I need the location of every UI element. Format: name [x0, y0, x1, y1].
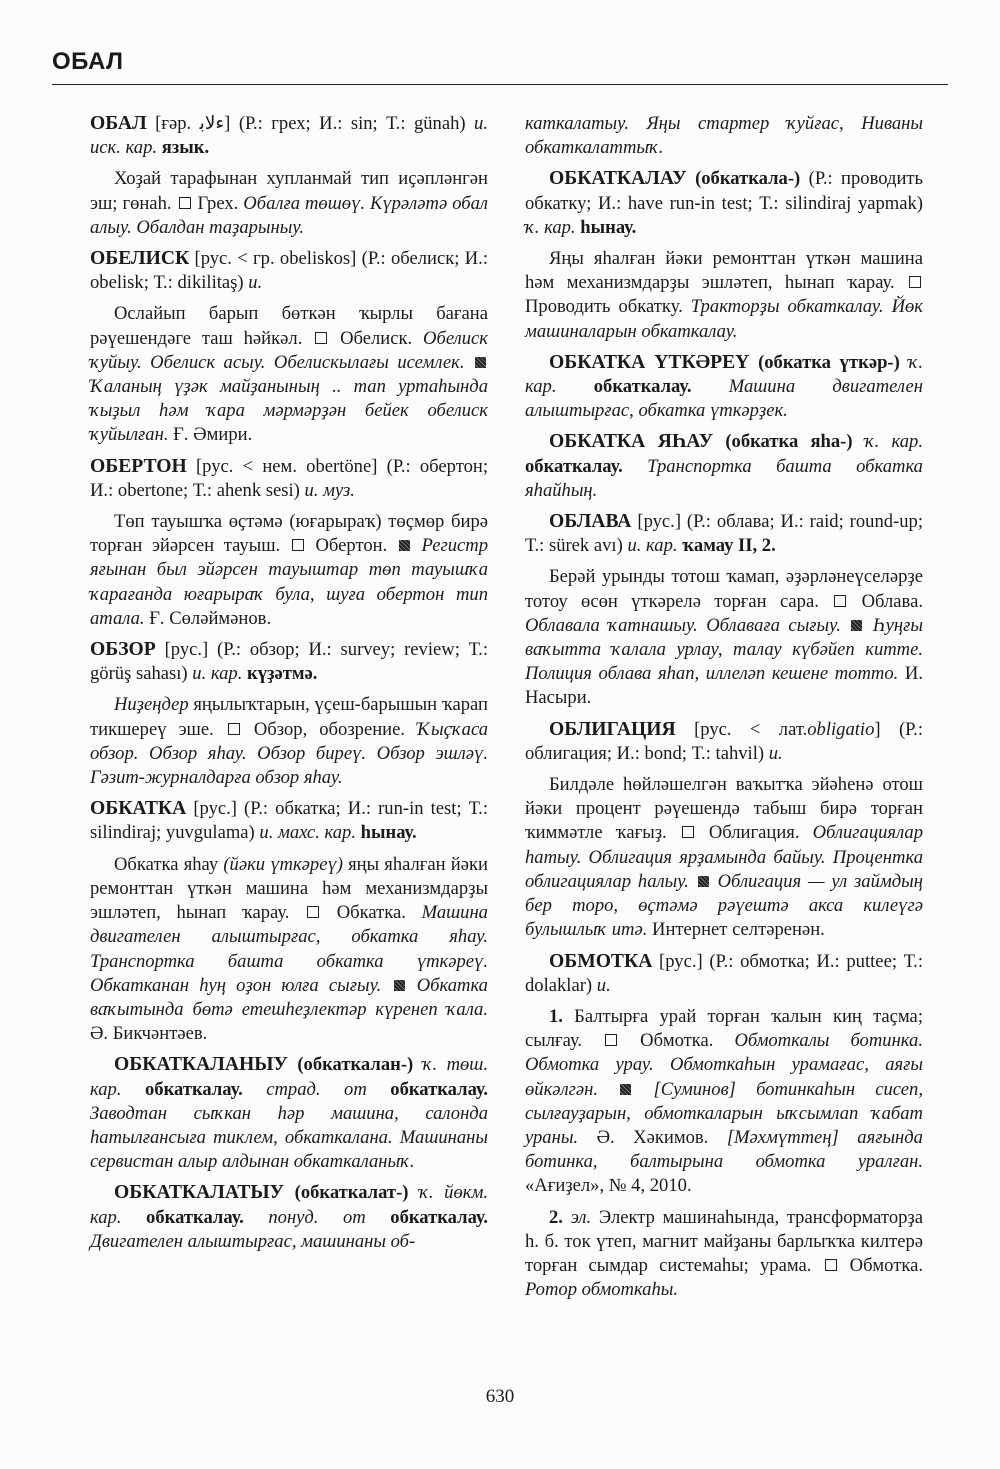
- translation-marker-icon: [179, 197, 191, 209]
- entry-text: Ғ. Әмири.: [173, 424, 253, 446]
- right-column: [525, 112, 923, 1309]
- entry-text: ҡ. йөкм. кар.: [90, 1182, 488, 1228]
- translation-marker-icon: [834, 595, 846, 607]
- entry-text: обкаткалау.: [525, 455, 623, 477]
- translation-marker-icon: [825, 1259, 837, 1271]
- entry-text: Заводтан сыҡкан һәр машина, салонда һатылғансыға тиклем, обкаткалана. Машинаны сервистан алыр алдынан обкаткаланыҡ.: [90, 1102, 488, 1173]
- entry-text: (обкаткала-): [695, 168, 801, 190]
- entry-text: обкаткалау.: [146, 1206, 244, 1228]
- entry-obelisk: [90, 247, 488, 295]
- entry-text: Грех.: [197, 192, 239, 214]
- entry-text: «Ағиҙел», № 4, 2010.: [525, 1175, 692, 1197]
- entry-text: [Суминов] ботинкаһын сисеп, сылғауҙарын, обмоткаларын ыҡсымлап ҡабат ураны.: [525, 1078, 924, 1148]
- entry-oberton: [90, 455, 488, 503]
- entry-text: яңылыҡтарын, үҫеш-барышын ҡарап тикшереү эше.: [90, 694, 488, 740]
- sense-obmotka-1: [525, 1005, 923, 1199]
- entry-text: Обзор, обозрение.: [253, 718, 406, 740]
- entry-text: 1.: [549, 1005, 563, 1027]
- headword: ОБКАТКАЛАНЫУ: [114, 1054, 288, 1076]
- entry-text: ҡ. кар.: [864, 431, 923, 453]
- headword: ОБЛАВА: [549, 511, 632, 533]
- entry-text: һынау.: [360, 822, 417, 844]
- sense-obelisk: [90, 302, 488, 447]
- entry-text: страд. от: [266, 1078, 367, 1100]
- entry-text: Обмотка.: [640, 1030, 714, 1052]
- entry-text: [Мәхмүттең] аяғында ботинка, балтырына обмотка уралған.: [525, 1126, 923, 1173]
- translation-marker-icon: [292, 539, 304, 551]
- entry-text: понуд. от: [268, 1206, 366, 1228]
- entry-text: обкаткалау.: [593, 376, 692, 398]
- entry-text: Һуңғы ваҡытта ҡалала урлау, талау күбәйеп китте. Полиция облава яһап, иллеләп кешене тотто.: [525, 614, 923, 685]
- entry-text: Обертон.: [315, 535, 388, 557]
- quotation-marker-icon: [475, 357, 486, 368]
- entry-text: Обкатка.: [336, 902, 406, 924]
- entry-text: Обелиск ҡуйыу. Обелиск асыу. Обелискылағы исемлек.: [90, 327, 488, 373]
- sense-oblava: [525, 565, 923, 710]
- page-number: 630: [485, 1386, 515, 1407]
- translation-marker-icon: [307, 906, 319, 918]
- entry-obal: ОБАЛ [ғәр. ﺀﻻﺑ] (Р.: грех; И.: sin; Т.: günah) и. иск. кар. язык.: [90, 113, 488, 159]
- entry-text: и.: [596, 974, 611, 996]
- entry-text: ҡ. кар.: [525, 216, 576, 238]
- entry-text: (йәки үткәреү): [223, 853, 343, 875]
- sense-obkatkalau: [525, 247, 923, 344]
- entry-text: [рус. < гр. obeliskos] (Р.: обелиск; И.: obelisk; Т.: dikilitaş): [90, 248, 488, 294]
- entry-text: обкаткалау.: [390, 1078, 488, 1100]
- entry-obkatkalanyu: [90, 1053, 488, 1174]
- entry-text: Хоҙай тарафынан хупланмай тип иҫәпләнгән эш; гөнаһ.: [90, 168, 488, 214]
- entry-text: [рус.] (Р.: обзор; И.: survey; review; Т.: görüş sahası): [90, 639, 488, 685]
- entry-text: и.: [768, 742, 783, 764]
- entry-text: Балтырға урай торған ҡалын киң таҫма; сылғау.: [525, 1005, 923, 1052]
- sense-obzor: [90, 693, 488, 790]
- entry-text: Облигация.: [708, 822, 800, 844]
- entry-text: обкаткалау.: [390, 1206, 488, 1228]
- entry-text: и. муз.: [304, 479, 355, 501]
- entry-text: ҡ. төш. кар.: [90, 1054, 488, 1100]
- entry-text: Обмоткалы ботинка. Обмотка урау. Обмоткаһын урамағас, аяғы өйкәлгән.: [525, 1030, 923, 1100]
- entry-obkatka-yahau: [525, 430, 923, 503]
- headword: ОБЕРТОН: [90, 455, 187, 477]
- sense-oberton: [90, 510, 488, 631]
- left-column: [90, 112, 488, 1261]
- entry-text: Ротор обмоткаһы.: [525, 1279, 679, 1301]
- headword: ОБКАТКАЛАТЫУ: [114, 1182, 284, 1204]
- entry-text: Ҡаланың үҙәк майҙанының .. тап уртаһында ҡыҙыл һәм ҡара мәрмәрҙән бейек обелиск ҡуйылған.: [90, 376, 488, 446]
- entry-obkatka-utkareu: [525, 351, 923, 424]
- entry-text: Интернет селтәренән.: [652, 919, 825, 941]
- entry-text: Транспортка башта обкатка яһайһың.: [525, 455, 923, 501]
- entry-text: [рус.] (Р.: облава; И.: raid; round-up; Т.: sürek avı): [525, 511, 923, 557]
- entry-text: [рус.] (Р.: обкатка; И.: run-in test; Т.: silindiraj; yuvgulama): [90, 798, 488, 844]
- entry-text: һынау.: [580, 216, 637, 238]
- entry-text: Ҡыҫҡаса обзор. Обзор яһау. Обзор биреү. Обзор эшләү. Гәзит-журналдарға обзор яһау.: [90, 718, 489, 789]
- entry-text: Регистр яғынан был эйәрсен тауыштар төп тауышҡа ҡарағанда юғарыраҡ була, шуға обертон тип атала.: [90, 535, 489, 629]
- entry-text: Ә. Хәкимов.: [596, 1126, 709, 1148]
- entry-text: күҙәтмә.: [247, 663, 318, 685]
- entry-text: Ослайып барып бөткән ҡырлы бағана рәүешендәге таш һәйкәл.: [90, 303, 488, 349]
- entry-text: и.: [248, 272, 263, 294]
- entry-obzor: [90, 638, 488, 686]
- quotation-marker-icon: [851, 620, 862, 631]
- headword: ОБМОТКА: [549, 950, 653, 972]
- entry-text: Обмотка.: [849, 1254, 923, 1276]
- entry-text: ҡ. кар.: [525, 351, 924, 398]
- entry-text: Облавала ҡатнашыу. Облаваға сығыу.: [525, 614, 841, 636]
- entry-obkatkalatyu: [90, 1181, 488, 1254]
- entry-text: и. кар.: [627, 535, 678, 557]
- headword: ОБКАТКАЛАУ: [549, 168, 687, 190]
- entry-text: Облигация — ул займдың бер тоpo, өҫтәмә рәүештә акса килеүгә булышлыҡ итә.: [525, 870, 923, 941]
- sense-obkatka: [90, 853, 488, 1047]
- headword: ОБКАТКА: [90, 798, 187, 820]
- entry-text: эл.: [570, 1206, 592, 1228]
- quotation-marker-icon: [394, 980, 405, 991]
- entry-text: и. махс. кар.: [259, 822, 356, 844]
- entry-text: Электр машинаһында, трансформаторҙа һ. б. ток үтеп, магнит майҙаны барлыҡҡа килтерә торған сымдар системаһы; урама.: [525, 1206, 924, 1276]
- entry-text: И. Насыри.: [525, 663, 923, 709]
- entry-text: Билдәле һөйләшелгән ваҡытҡа эйәһенә отош йәки процент рәүешендә табыш бирә торған ҡиммәтле ҡағыҙ.: [525, 774, 923, 844]
- sense-obligatsiya: [525, 773, 923, 942]
- entry-text: Ә. Бикчәнтәев.: [90, 1023, 208, 1045]
- entry-text: Яңы яһалған йәки ремонттан үткән машина һәм механизмдарҙы эшләтеп, һынап ҡарау.: [525, 248, 923, 294]
- entry-text: [рус.] (Р.: обмотка; И.: puttee; Т.: dolaklar): [525, 950, 923, 996]
- entry-obmotka: [525, 950, 923, 998]
- running-head: ОБАЛ: [52, 48, 124, 75]
- entry-text: каткалатыу. Яңы стартер ҡуйғас, Ниваны обкаткалаттыҡ.: [525, 113, 923, 159]
- entry-text: [рус. < лат.: [694, 718, 808, 740]
- quotation-marker-icon: [399, 540, 410, 551]
- entry-text: Облигациялар һатыу. Облигация ярҙамында байыу. Процентка облигациялар һалыу.: [525, 822, 923, 892]
- entry-text: [рус. < нем. obertöne] (Р.: обертон; И.: obertone; Т.: ahenk sesi): [90, 455, 488, 501]
- entry-text: Берәй урынды тотош ҡамап, әҙәрләнеүселәрҙе тотоу өсөн үткәрелә торған сара.: [525, 566, 923, 612]
- entry-obkatka: [90, 797, 488, 845]
- translation-marker-icon: [682, 826, 694, 838]
- entry-text: obligatio: [807, 718, 875, 740]
- header-rule: [52, 84, 948, 85]
- entry-text: Обкатка ваҡытында бөтә етешһеҙлектәр күренеп ҡала.: [90, 974, 488, 1020]
- entry-obkatkalau: [525, 167, 923, 240]
- entry-obligatsiya: [525, 718, 923, 766]
- headword: ОБКАТКА ЯҺАУ: [549, 431, 714, 453]
- entry-text: Обкатка яһау: [114, 853, 219, 875]
- translation-marker-icon: [605, 1034, 617, 1046]
- entry-text: (обкаткалан-): [297, 1054, 414, 1076]
- sense-obmotka-2: [525, 1206, 923, 1303]
- continuation: [525, 112, 923, 160]
- quotation-marker-icon: [620, 1084, 631, 1095]
- entry-text: Тракторҙы обкаткалау. Йөк машиналарын обкаткалау.: [525, 296, 923, 342]
- headword: ОБКАТКА ҮТКӘРЕҮ: [549, 351, 750, 373]
- entry-text: Двигателен алыштырғас, машинаны об-: [90, 1230, 416, 1252]
- entry-text: Обелиск.: [340, 327, 413, 349]
- translation-marker-icon: [315, 332, 327, 344]
- entry-text: Машина двигателен алыштырғас, обкатка үткәрҙек.: [525, 376, 923, 422]
- sense-obal: [90, 167, 488, 240]
- translation-marker-icon: [909, 276, 921, 288]
- entry-text: обкаткалау.: [144, 1078, 243, 1100]
- entry-text: (обкатка үткәр-): [758, 351, 900, 373]
- entry-text: и. кар.: [192, 663, 243, 685]
- quotation-marker-icon: [698, 876, 709, 887]
- entry-text: Обалға төшөү. Күрәләтә обал алыу. Обалдан таҙарыныу.: [90, 192, 488, 238]
- entry-text: Проводить обкатку.: [525, 296, 683, 318]
- entry-text: (обкаткалат-): [294, 1182, 409, 1204]
- headword: ОБЕЛИСК: [90, 248, 190, 270]
- entry-text: Облава.: [861, 590, 923, 612]
- headword: ОБАЛ: [90, 113, 147, 134]
- headword: ОБЛИГАЦИЯ: [549, 718, 676, 740]
- entry-text: Ниҙеңдер: [114, 694, 189, 716]
- entry-text: 2.: [549, 1206, 563, 1228]
- entry-text: ] (Р.: облигация; И.: bond; Т.: tahvil): [525, 718, 923, 764]
- entry-text: Төп тауышҡа өҫтәмә (юғарыраҡ) төҫмөр бирә торған эйәрсен тауыш.: [90, 511, 488, 557]
- entry-text: ҡамау II, 2.: [682, 535, 776, 557]
- entry-text: яңы яһалған йәки ремонттан үткән машина һәм механизмдарҙы эшләтеп, һынап ҡарау.: [90, 853, 488, 924]
- entry-oblava: [525, 510, 923, 558]
- entry-text: (обкатка яһа-): [725, 431, 853, 453]
- entry-text: Машина двигателен алыштырғас, обкатка яһау. Транспортка башта обкатка үткәреү. Обкатканан һуң оҙон юлға сығыу.: [90, 902, 488, 996]
- translation-marker-icon: [228, 723, 240, 735]
- headword: ОБЗОР: [90, 639, 156, 661]
- entry-text: Ғ. Сөләймәнов.: [149, 607, 272, 629]
- entry-text: (Р.: проводить обкатку; И.: have run-in test; Т.: silindiraj yapmak): [525, 168, 923, 214]
